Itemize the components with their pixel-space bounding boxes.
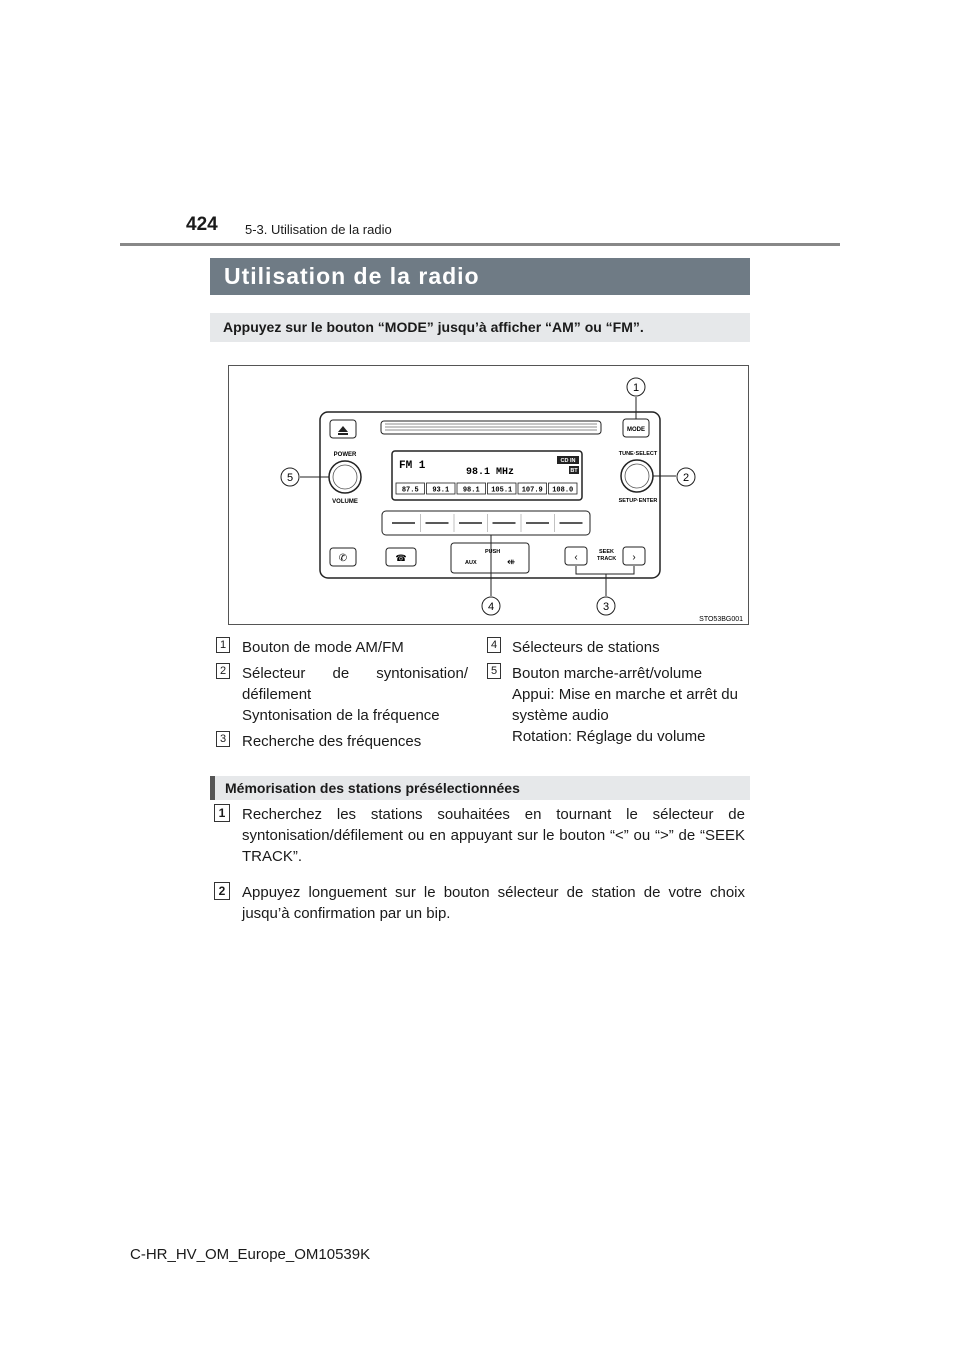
footer-code: C-HR_HV_OM_Europe_OM10539K [130,1246,371,1263]
usb-icon: ⇺ [507,557,516,568]
display-frequency: 98.1 MHz [466,467,515,478]
aux-label: AUX [465,560,477,566]
display-preset-value: 108.0 [552,486,574,495]
svg-text:1: 1 [632,382,640,394]
radio-illustration [229,366,748,624]
cd-in-indicator: CD IN [560,458,576,464]
figure-code: STO53BG001 [699,616,743,623]
tune-select-knob [621,460,653,492]
page-title: Utilisation de la radio [224,263,480,289]
track-label: TRACK [597,556,617,562]
subsection-title: Mémorisation des stations présélectionnées [225,780,520,796]
subsection-bar [210,776,750,800]
aux-usb-port [451,543,529,573]
intro-box [210,313,750,342]
display-preset-value: 107.9 [521,486,543,495]
section-header: 5-3. Utilisation de la radio [245,222,392,237]
tune-select-label: TUNE·SELECT [618,451,658,457]
setup-enter-label: SETUP·ENTER [618,498,658,504]
step-number-2: 2 [214,882,230,900]
legend-item-2: Sélecteur de syntonisation/ défilement Syntonisation de la fréquence [242,665,468,724]
legend-item-1: Bouton de mode AM/FM [242,639,404,656]
push-label: PUSH [485,549,501,555]
power-volume-knob [329,461,361,493]
power-label: POWER [333,452,357,458]
phone-icon: ✆ [338,553,348,564]
legend-marker-1: 1 [216,637,230,653]
chevron-right-icon: › [632,552,636,563]
legend-item-5: Bouton marche-arrêt/volume Appui: Mise en marche et arrêt du système audio Rotation: Réglage du volume [512,665,738,745]
display-preset-value: 105.1 [491,486,513,495]
display-preset-value: 98.1 [462,486,480,495]
page-title-bar [210,258,750,295]
step-text-2: Appuyez longuement sur le bouton sélecteur de station de votre choix jusqu’à confirmation par un bip. [242,884,745,922]
header-divider [120,243,840,246]
page-number: 424 [186,214,218,235]
legend-item-4: Sélecteurs de stations [512,639,660,656]
display-preset-value: 87.5 [401,486,419,495]
radio-figure [228,365,749,625]
bt-indicator: BT [570,468,578,474]
seek-label: SEEK [599,549,614,555]
svg-text:3: 3 [602,601,610,613]
chevron-left-icon: ‹ [574,552,578,563]
mode-label: MODE [627,427,645,433]
svg-text:4: 4 [487,601,495,613]
legend-marker-5: 5 [487,663,501,679]
display-preset-value: 93.1 [432,486,450,495]
display-band: FM 1 [399,460,426,472]
legend-marker-4: 4 [487,637,501,653]
hangup-icon: ☎ [395,553,407,563]
svg-text:5: 5 [286,472,294,484]
cd-slot [381,421,601,434]
volume-label: VOLUME [332,499,358,505]
svg-text:2: 2 [682,472,690,484]
legend-item-3: Recherche des fréquences [242,733,422,750]
legend-marker-2: 2 [216,663,230,679]
legend-marker-3: 3 [216,731,230,747]
step-number-1: 1 [214,804,230,822]
step-text-1: Recherchez les stations souhaitées en tournant le sélecteur de syntonisation/défilement ou en appuyant sur le bouton “<” ou “>” de “SEEK TRACK”. [242,806,745,865]
intro-text: Appuyez sur le bouton “MODE” jusqu’à afficher “AM” ou “FM”. [223,319,644,335]
